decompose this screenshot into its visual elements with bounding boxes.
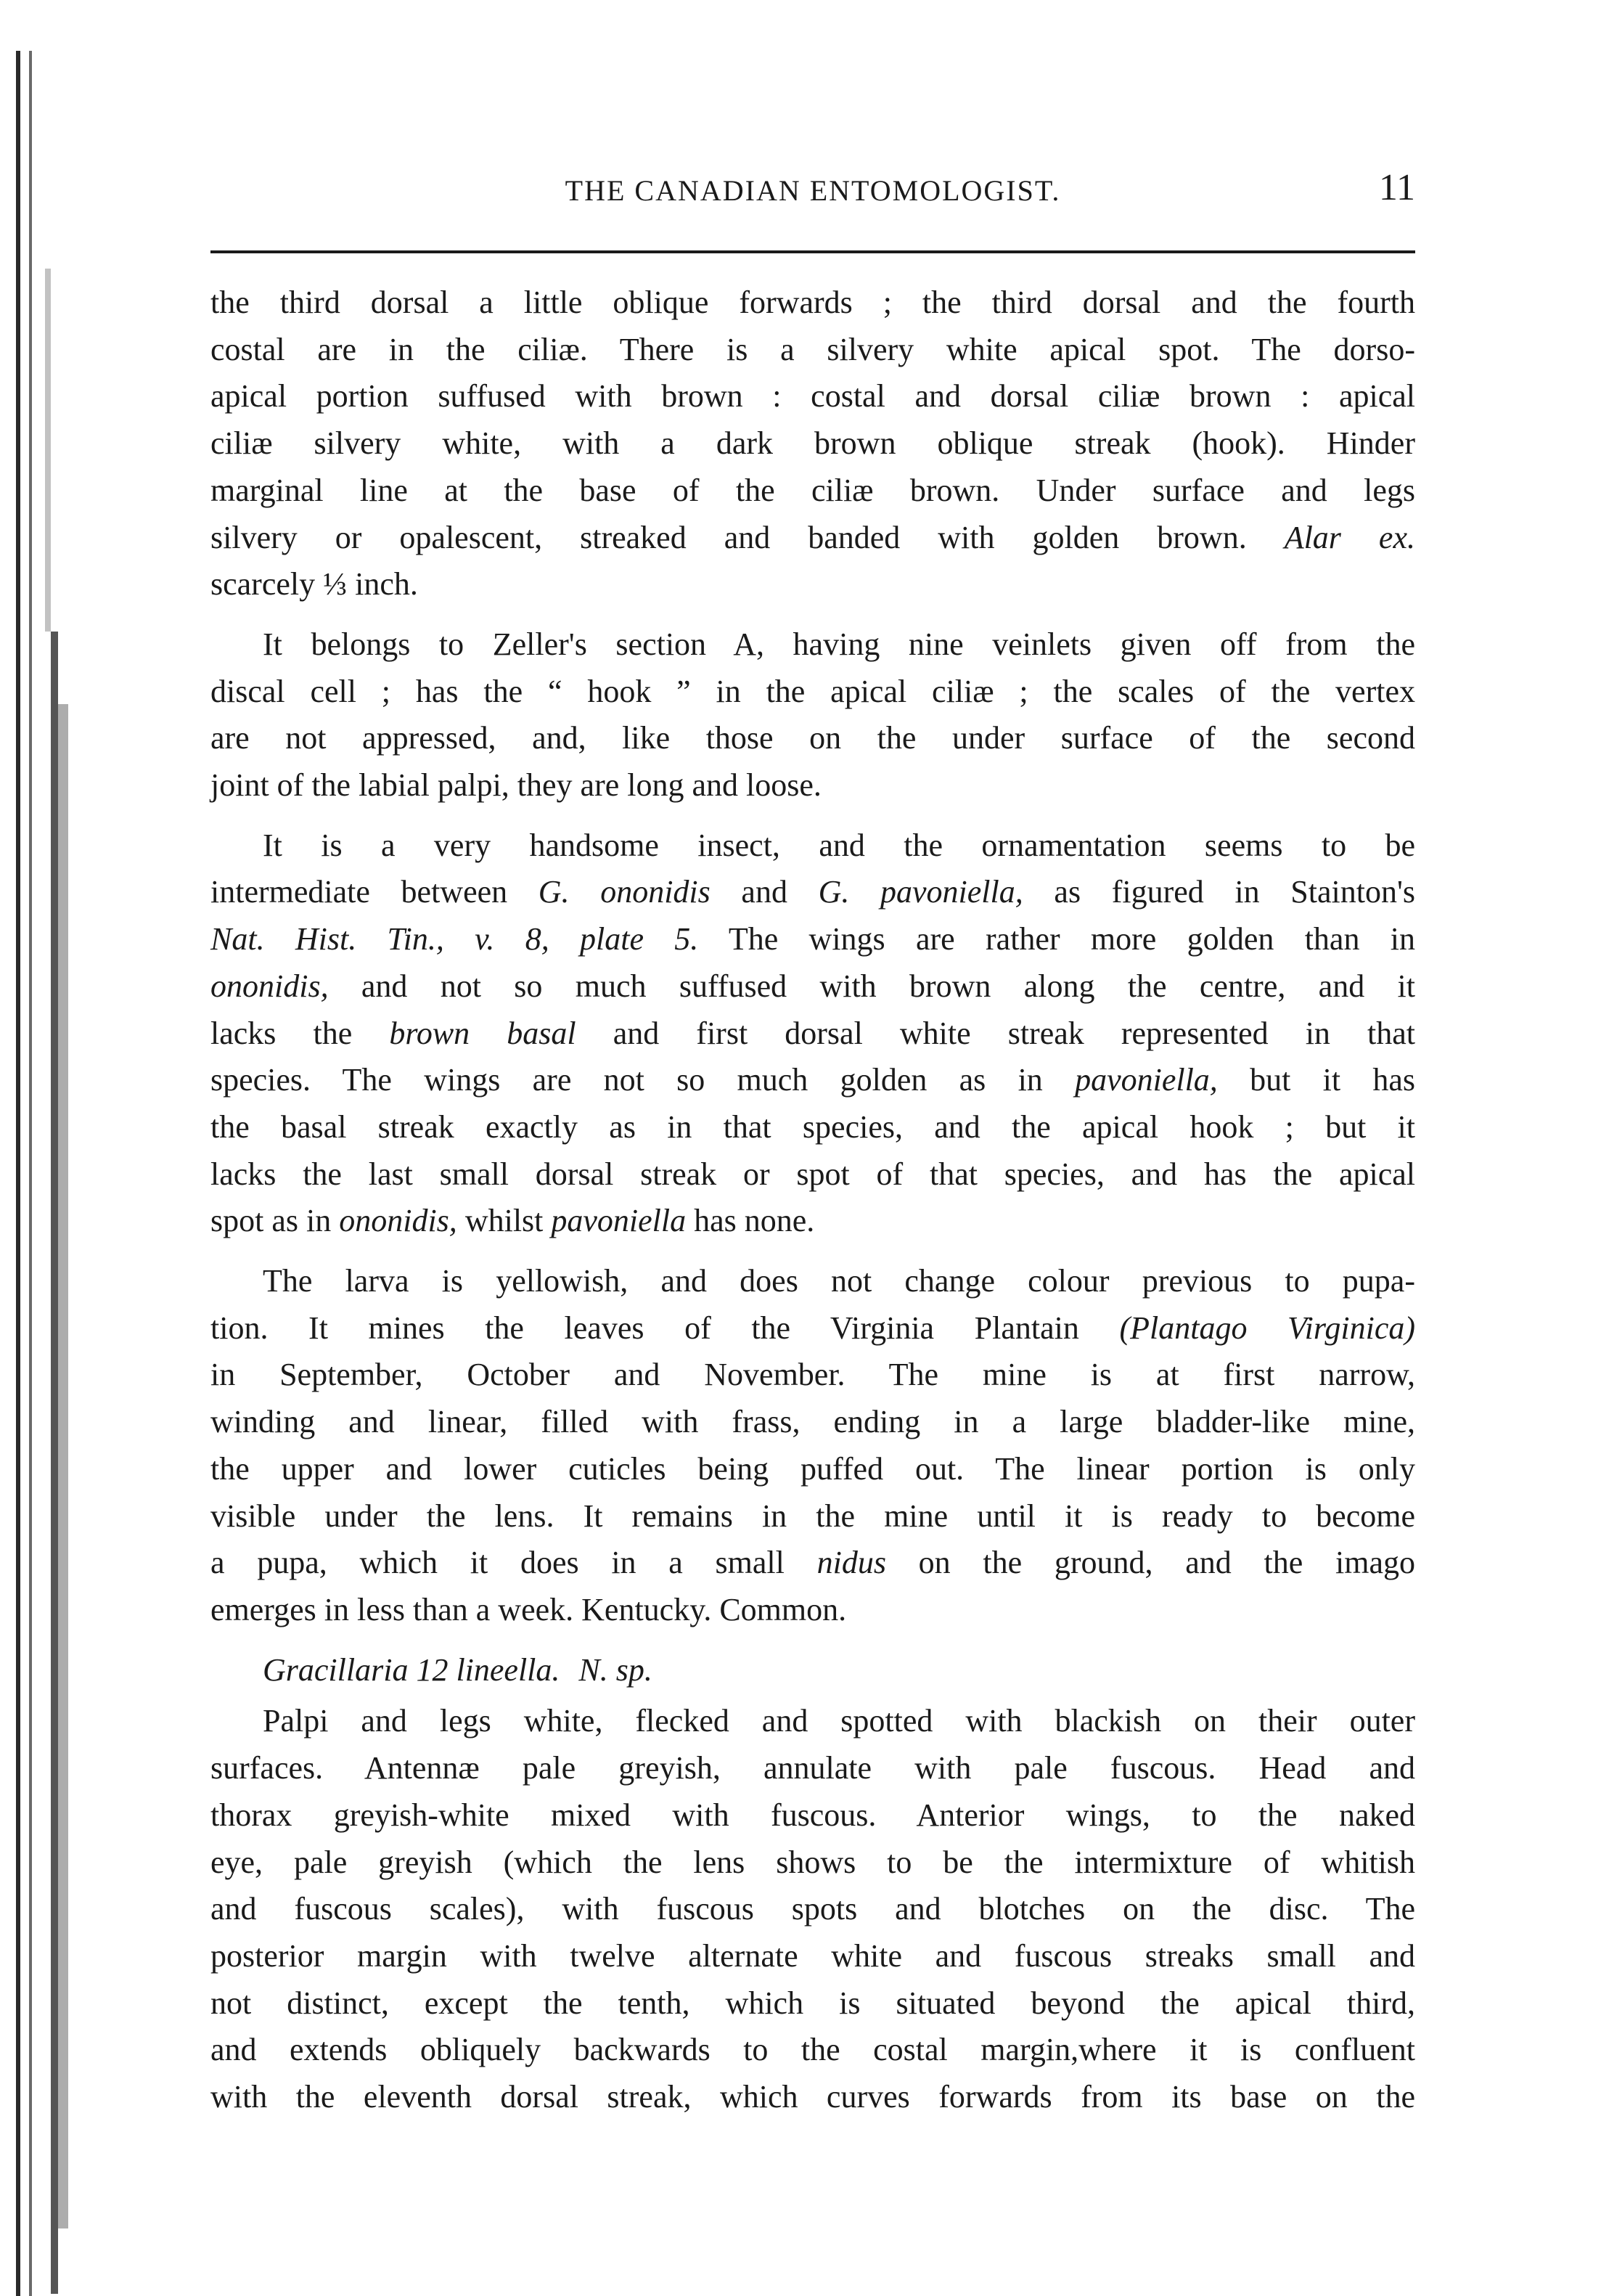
text-line [210,373,1415,420]
running-title: THE CANADIAN ENTOMOLOGIST. [565,174,1061,207]
text-run: the basal streak exactly as in that species, and the apical hook ; but it [210,1108,1415,1145]
text-line [210,822,1415,870]
text-run: marginal line at the base of the ciliæ brown. Under surface and legs [210,472,1415,508]
species-name: Gracillaria 12 lineella. [263,1651,560,1688]
text-line [210,1305,1415,1352]
text-line [210,1745,1415,1792]
italic-text: ononidis, [339,1203,457,1239]
text-run: as figured in Stainton's [1023,874,1416,910]
text-line [210,1933,1415,1980]
text-line [210,420,1415,467]
text-line [210,1104,1415,1151]
italic-text: ononidis, [210,968,329,1004]
text-run: with the eleventh dorsal streak, which curves forwards from its base on the [210,2079,1415,2115]
text-run: on the ground, and the imago [885,1545,1415,1581]
text-line [210,916,1415,963]
text-run: joint of the labial palpi, they are long and loose. [210,767,822,804]
text-line [210,1198,1415,1245]
text-run: winding and linear, filled with frass, ending in a large bladder-like mine, [210,1404,1415,1440]
text-line [210,327,1415,374]
text-line [210,963,1415,1010]
article-body [210,279,1415,2134]
italic-text: brown basal [389,1015,576,1051]
text-line [210,669,1415,716]
text-run: posterior margin with twelve alternate white and fuscous streaks small and [210,1937,1415,1974]
text-run: but it has [1217,1062,1415,1098]
paragraphs-after-heading [210,1698,1415,2120]
text-line [210,762,1415,809]
text-line [210,561,1415,608]
text-line [210,1446,1415,1493]
paragraph-1 [210,279,1415,608]
paragraph-3 [210,822,1415,1245]
running-header [210,163,1415,221]
text-run: and first dorsal white streak represented in that [576,1015,1415,1051]
text-line [210,1493,1415,1540]
binding-edge-scan-artifact [0,51,94,2296]
text-run: ciliæ silvery white, with a dark brown oblique streak (hook). Hinder [210,425,1415,462]
text-run: and not so much suffused with brown along the centre, and it [328,968,1415,1004]
text-line [210,1352,1415,1399]
italic-text: pavoniella [551,1203,687,1239]
paragraphs-before-heading [210,279,1415,1634]
species-status: N. sp. [578,1651,652,1688]
text-run: and fuscous scales), with fuscous spots and blotches on the disc. The [210,1891,1415,1927]
text-line [210,1839,1415,1887]
text-line [210,1792,1415,1839]
text-run: whilst [456,1203,552,1239]
paragraph-4 [210,1258,1415,1634]
italic-text: Alar ex. [1284,519,1415,555]
text-line [210,467,1415,515]
italic-text: (Plantago Virginica) [1119,1310,1415,1346]
text-run: species. The wings are not so much golden as in [210,1062,1076,1098]
paragraph-5 [210,1698,1415,2120]
text-run: are not appressed, and, like those on the under surface of the second [210,720,1415,756]
text-line [210,715,1415,762]
text-run: silvery or opalescent, streaked and banded with golden brown. [210,519,1285,555]
text-line [210,1151,1415,1198]
text-run: tion. It mines the leaves of the Virginia Plantain [210,1310,1120,1346]
text-line [210,869,1415,916]
text-run: thorax greyish-white mixed with fuscous. Anterior wings, to the naked [210,1797,1415,1833]
text-line [210,2074,1415,2121]
text-line [210,515,1415,562]
text-run: and extends obliquely backwards to the costal margin,where it is confluent [210,2032,1415,2068]
text-run: spot as in [210,1203,340,1239]
text-run: visible under the lens. It remains in the mine until it is ready to become [210,1498,1415,1534]
page-number: 11 [1378,167,1415,208]
text-run: has none. [686,1203,815,1239]
italic-text: Nat. Hist. Tin., v. 8, plate 5. [210,921,699,957]
text-line [210,1698,1415,1745]
text-line [210,1258,1415,1305]
text-line [210,2027,1415,2074]
paragraph-2 [210,621,1415,809]
text-run: a pupa, which it does in a small [210,1545,817,1581]
text-run: eye, pale greyish (which the lens shows to be the intermixture of whitish [210,1844,1415,1880]
species-heading [210,1647,1415,1694]
text-line [210,1886,1415,1933]
text-run: in September, October and November. The mine is at first narrow, [210,1357,1415,1393]
text-run: the third dorsal a little oblique forwards ; the third dorsal and the fourth [210,285,1415,320]
text-run: It is a very handsome insect, and the ornamentation seems to be [263,827,1415,863]
text-run: The larva is yellowish, and does not change colour previous to pupa- [263,1263,1415,1299]
italic-text: pavoniella, [1075,1062,1218,1098]
text-run: intermediate between [210,874,539,910]
text-line [210,1540,1415,1587]
text-line [210,1399,1415,1446]
text-run: apical portion suffused with brown : costal and dorsal ciliæ brown : apical [210,378,1415,414]
text-run: It belongs to Zeller's section A, having nine veinlets given off from the [263,626,1415,662]
text-run: not distinct, except the tenth, which is situated beyond the apical third, [210,1985,1415,2021]
text-line [210,1980,1415,2027]
text-line [210,1587,1415,1634]
text-run: surfaces. Antennæ pale greyish, annulate with pale fuscous. Head and [210,1750,1415,1786]
text-line [210,1057,1415,1104]
text-run: and [710,874,819,910]
italic-text: G. ononidis [538,874,711,910]
italic-text: nidus [816,1545,886,1581]
text-run: discal cell ; has the “ hook ” in the apical ciliæ ; the scales of the vertex [210,673,1415,709]
text-line [210,621,1415,669]
text-run: the upper and lower cuticles being puffed out. The linear portion is only [210,1450,1415,1487]
italic-text: G. pavoniella, [818,874,1023,910]
text-run: lacks the last small dorsal streak or spot of that species, and has the apical [210,1156,1415,1192]
text-run: Palpi and legs white, flecked and spotted with blackish on their outer [263,1703,1415,1739]
text-run: lacks the [210,1015,390,1051]
text-run: scarcely ⅓ inch. [210,566,418,602]
text-run: costal are in the ciliæ. There is a silvery white apical spot. The dorso- [210,331,1415,367]
text-line [210,1010,1415,1058]
text-run: emerges in less than a week. Kentucky. Common. [210,1591,847,1627]
text-run: The wings are rather more golden than in [698,921,1415,957]
text-line [210,279,1415,327]
header-rule [210,250,1415,253]
